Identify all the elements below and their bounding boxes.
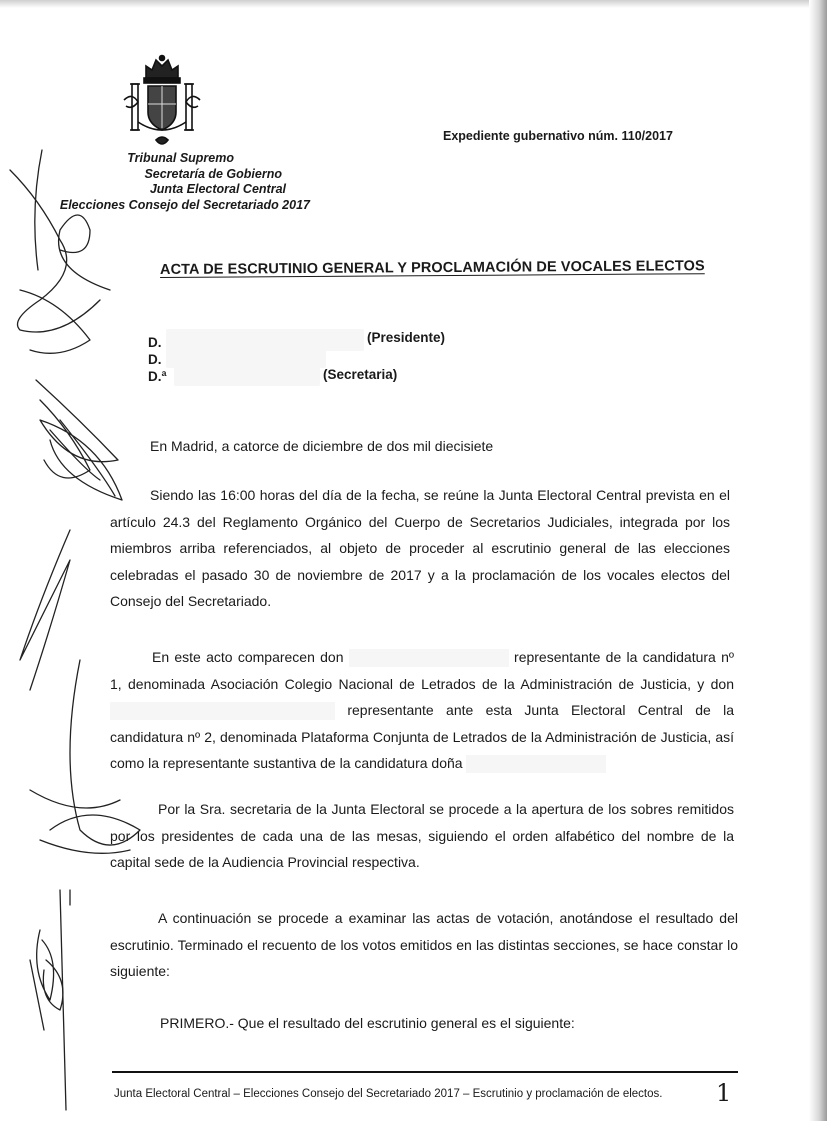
signature-stroke xyxy=(20,290,90,353)
signature-stroke xyxy=(37,930,63,1010)
signature-stroke xyxy=(50,420,115,496)
text-run: representante ante esta Junta Electoral Central de la candidatura nº 2, denominada Plataforma Conjunta de Letrados de la Administración de Justicia, así como la representante sustantiva de la candidatura doña xyxy=(110,702,734,771)
paragraph-envelopes xyxy=(110,796,734,876)
page-number: 1 xyxy=(716,1079,732,1107)
court-heading xyxy=(50,151,310,213)
paragraph-first xyxy=(160,1010,720,1037)
redacted-name xyxy=(466,755,606,773)
scan-edge-top xyxy=(0,0,827,8)
member-prefix: D. xyxy=(148,352,162,367)
redacted-name xyxy=(166,329,364,351)
paragraph-meeting xyxy=(110,482,730,615)
paragraph xyxy=(110,644,734,777)
redacted-name xyxy=(174,366,320,386)
member-role-secretary: (Secretaria) xyxy=(323,367,398,382)
court-name: Tribunal Supremo xyxy=(127,151,234,165)
case-number: Expediente gubernativo núm. 110/2017 xyxy=(443,129,673,143)
redacted-name xyxy=(110,702,335,720)
signature-stroke xyxy=(20,530,70,690)
footer-text: Junta Electoral Central – Elecciones Consejo del Secretariado 2017 – Escrutinio y proclamación de electos. xyxy=(114,1088,663,1100)
paragraph-scrutiny xyxy=(110,905,738,985)
paragraph: PRIMERO.- Que el resultado del escrutinio general es el siguiente: xyxy=(160,1015,575,1031)
paragraph: Por la Sra. secretaria de la Junta Electoral se procede a la apertura de los sobres remitidos por los presidentes de cada una de las mesas, siguiendo el orden alfabético del nombre de la capital sede de la Audiencia Provincial respectiva. xyxy=(110,801,734,870)
paragraph: En Madrid, a catorce de diciembre de dos mil diecisiete xyxy=(150,438,494,454)
redacted-name xyxy=(349,649,509,667)
paragraph: A continuación se procede a examinar las actas de votación, anotándose el resultado del escrutinio. Terminado el recuento de los votos emitidos en las distintas secciones, se hace constar lo siguiente: xyxy=(110,910,738,979)
member-prefix: D.ª xyxy=(148,369,167,384)
text-run: representante de la candidatura nº 1, denominada Asociación Colegio Nacional de Letrados de la Administración de Justicia, y don xyxy=(110,649,735,692)
signature-stroke xyxy=(60,890,70,1110)
document-title: ACTA DE ESCRUTINIO GENERAL Y PROCLAMACIÓN DE VOCALES ELECTOS xyxy=(159,258,705,278)
paragraph: Siendo las 16:00 horas del día de la fecha, se reúne la Junta Electoral Central prevista en el artículo 24.3 del Reglamento Orgánico del Cuerpo de Secretarios Judiciales, integrada por los miembros arriba referenciados, al objeto de proceder al escrutinio general de las elecciones celebradas el pasado 30 de noviembre de 2017 y a la proclamación de los vocales electos del Consejo del Secretariado. xyxy=(110,487,730,609)
footer-divider xyxy=(112,1071,738,1073)
coat-of-arms-icon xyxy=(118,52,206,152)
member-prefix: D. xyxy=(148,335,162,350)
scan-edge-right xyxy=(809,0,827,1121)
place-and-date xyxy=(150,433,630,460)
election-name: Elecciones Consejo del Secretariado 2017 xyxy=(59,197,310,212)
paragraph-representatives xyxy=(110,644,734,777)
text-run: En este acto comparecen don xyxy=(152,649,344,665)
member-role-president: (Presidente) xyxy=(367,330,446,345)
electoral-board: Junta Electoral Central xyxy=(149,182,286,196)
court-office: Secretaría de Gobierno xyxy=(144,166,282,181)
signature-stroke xyxy=(30,960,44,1030)
